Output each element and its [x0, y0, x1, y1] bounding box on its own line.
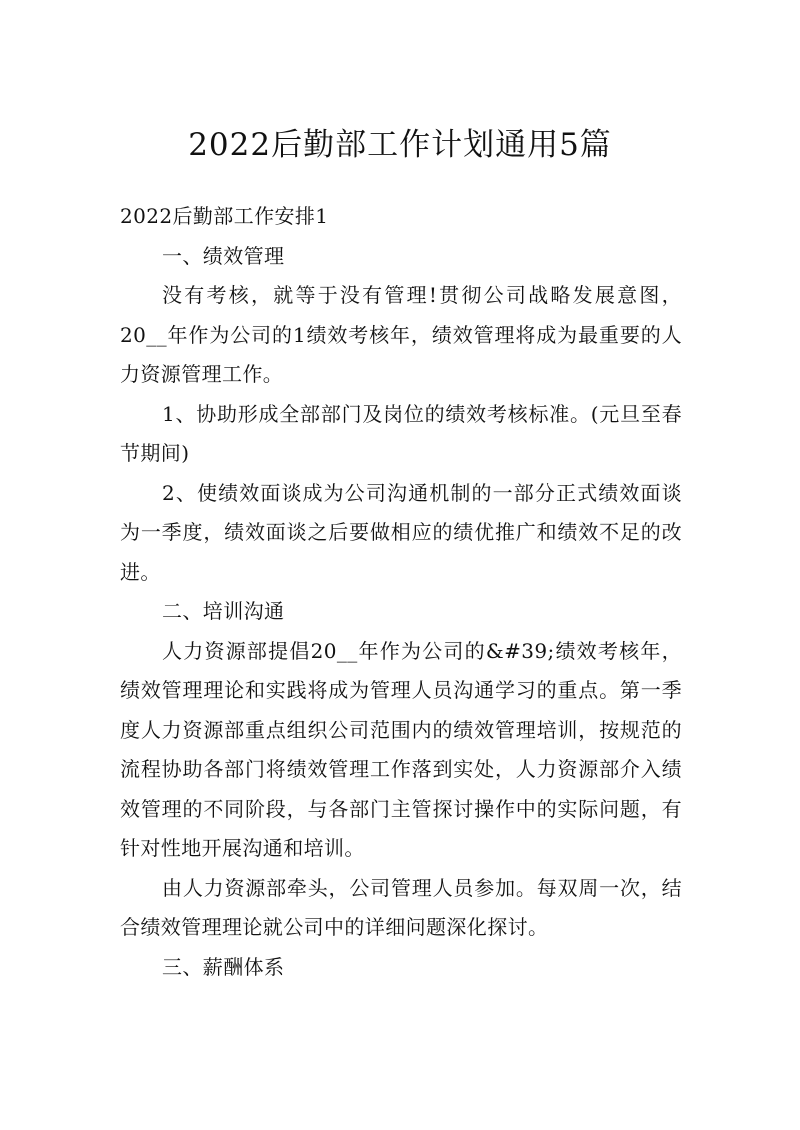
section-subtitle: 2022后勤部工作安排1 [120, 204, 329, 228]
paragraph-training-schedule: 由人力资源部牵头，公司管理人员参加。每双周一次，结合绩效管理理论就公司中的详细问题深化探讨。 [120, 875, 682, 939]
heading-performance-management: 一、绩效管理 [162, 243, 285, 268]
page-title: 2022后勤部工作计划通用5篇 [188, 127, 612, 163]
document-body [120, 197, 682, 987]
paragraph-item-2: 2、使绩效面谈成为公司沟通机制的一部分正式绩效面谈为一季度，绩效面谈之后要做相应的绩优推广和绩效不足的改进。 [120, 480, 682, 584]
paragraph-training-detail: 人力资源部提倡20__年作为公司的&#39;绩效考核年，绩效管理理论和实践将成为管理人员沟通学习的重点。第一季度人力资源部重点组织公司范围内的绩效管理培训，按规范的流程协助各部门将绩效管理工作落到实处，人力资源部介入绩效管理的不同阶段，与各部门主管探讨操作中的实际问题，有针对性地开展沟通和培训。 [120, 638, 682, 860]
heading-compensation-system: 三、薪酬体系 [162, 954, 285, 979]
paragraph-performance-intro: 没有考核，就等于没有管理!贯彻公司战略发展意图，20__年作为公司的1绩效考核年，绩效管理将成为最重要的人力资源管理工作。 [120, 283, 682, 386]
heading-training-communication: 二、培训沟通 [162, 599, 285, 623]
paragraph-item-1: 1、协助形成全部部门及岗位的绩效考核标准。(元旦至春节期间) [120, 401, 682, 465]
